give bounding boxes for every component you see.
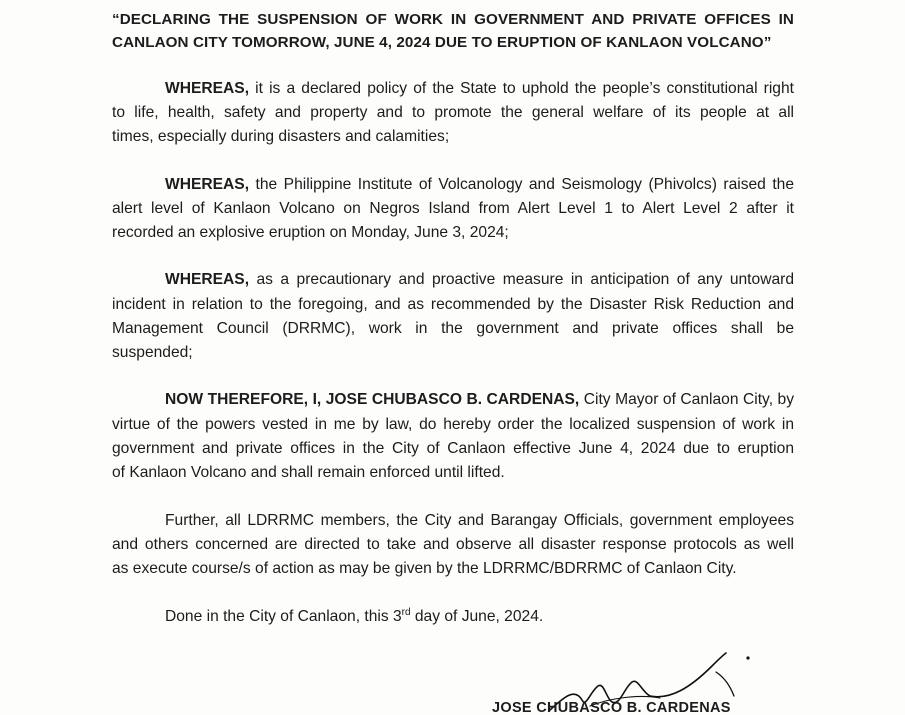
whereas-1-text-1: it is a declared policy of the State to uphold the people’s constitutional right <box>249 80 794 97</box>
therefore-line-4: of Kanlaon Volcano and shall remain enforced until lifted. <box>112 464 505 481</box>
done-line <box>165 607 794 627</box>
done-ordinal: rd <box>401 606 411 618</box>
whereas-1-line-2: to life, health, safety and property and to promote the general welfare of its people at all <box>112 104 794 121</box>
whereas-3-text-1: as a precautionary and proactive measure in anticipation of any untoward <box>249 271 794 288</box>
therefore-text-1: City Mayor of Canlaon City, by <box>579 391 794 408</box>
further-line-1: Further, all LDRRMC members, the City and Barangay Officials, government employees <box>165 512 794 529</box>
therefore-lead: NOW THEREFORE, I, JOSE CHUBASCO B. CARDENAS, <box>165 391 580 408</box>
title-line-2: CANLAON CITY TOMORROW, JUNE 4, 2024 DUE TO ERUPTION OF KANLAON VOLCANO” <box>112 34 772 51</box>
whereas-3-line-2: incident in relation to the foregoing, and as recommended by the Disaster Risk Reduction and <box>112 296 794 313</box>
whereas-2-line-1 <box>165 175 794 195</box>
therefore-line-1 <box>165 390 794 410</box>
further-line-3: as execute course/s of action as may be given by the LDRRMC/BDRRMC of Canlaon City. <box>112 560 737 577</box>
whereas-2-line-3: recorded an explosive eruption on Monday, June 3, 2024; <box>112 224 509 241</box>
therefore-line-3: government and private offices in the City of Canlaon effective June 4, 2024 due to eruption <box>112 440 794 457</box>
whereas-2-line-2: alert level of Kanlaon Volcano on Negros Island from Alert Level 1 to Alert Level 2 after it <box>112 200 794 217</box>
whereas-2-lead: WHEREAS, <box>165 176 250 193</box>
title-line-1: “DECLARING THE SUSPENSION OF WORK IN GOVERNMENT AND PRIVATE OFFICES IN <box>112 11 794 28</box>
whereas-3-lead: WHEREAS, <box>165 271 250 288</box>
done-prefix: Done in the City of Canlaon, this 3 <box>165 608 402 625</box>
further-line-2: and others concerned are directed to take and observe all disaster response protocols as well <box>112 536 794 553</box>
whereas-1-line-1 <box>165 79 794 99</box>
whereas-2-text-1: the Philippine Institute of Volcanology and Seismology (Phivolcs) raised the <box>249 176 794 193</box>
whereas-1-lead: WHEREAS, <box>165 80 250 97</box>
whereas-3-line-1 <box>165 270 794 290</box>
whereas-3-line-3: Management Council (DRRMC), work in the government and private offices shall be <box>112 320 794 337</box>
signatory-name: JOSE CHUBASCO B. CARDENAS <box>492 700 731 715</box>
done-suffix: day of June, 2024. <box>410 608 544 625</box>
therefore-line-2: virtue of the powers vested in me by law, do hereby order the localized suspension of work in <box>112 416 794 433</box>
whereas-1-line-3: times, especially during disasters and calamities; <box>112 128 450 145</box>
whereas-3-line-4: suspended; <box>112 344 193 361</box>
